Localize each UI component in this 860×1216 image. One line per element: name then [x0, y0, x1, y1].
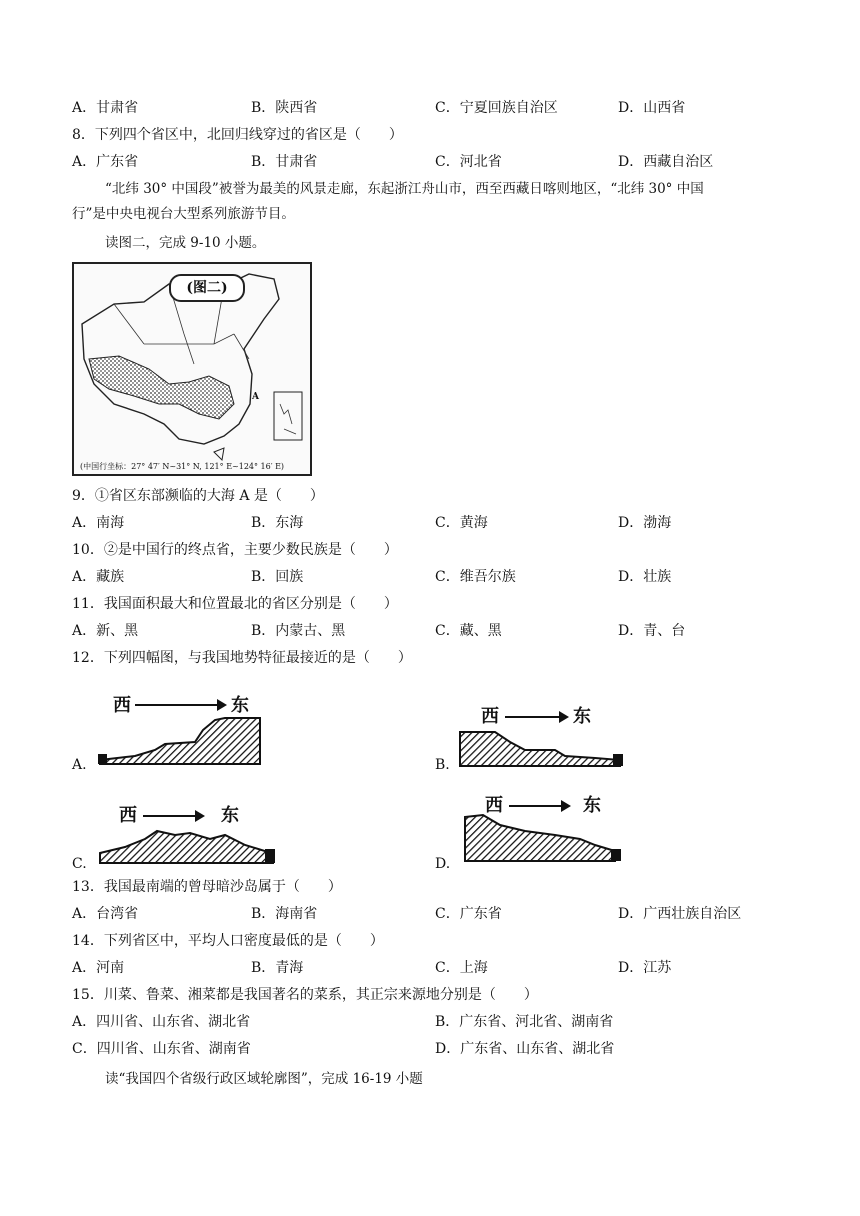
intro-line-1: “北纬 30° 中国段”被誉为最美的风景走廊，东起浙江舟山市，西至西藏日喀则地区，“北纬 30° 中国	[105, 181, 704, 197]
q11-stem: 11．我国面积最大和位置最北的省区分别是（ ）	[72, 596, 398, 612]
profile-a-west: 西	[113, 695, 131, 716]
q11-option-c: C．藏、黑	[435, 623, 502, 639]
map-caption: (中国行坐标：27° 47′ N~31° N, 121° E~124° 16′ E)	[80, 462, 285, 471]
q15-option-d: D．广东省、山东省、湖北省	[435, 1041, 615, 1057]
q7-option-a: A．甘肃省	[72, 100, 139, 116]
q11-option-b: B．内蒙古、黑	[251, 623, 346, 639]
q13-option-c: C．广东省	[435, 906, 502, 922]
profile-c-west: 西	[119, 805, 137, 826]
q7-option-d: D．山西省	[618, 100, 686, 116]
profile-c-east: 东	[221, 805, 239, 826]
q10-option-b: B．回族	[251, 569, 304, 585]
intro-line-3: 读图二，完成 9-10 小题。	[105, 235, 266, 251]
profile-d-east: 东	[583, 795, 601, 816]
q12-option-d-label: D.	[435, 856, 451, 872]
q11-option-a: A．新、黑	[72, 623, 139, 639]
q8-option-d: D．西藏自治区	[618, 154, 714, 170]
q10-option-c: C．维吾尔族	[435, 569, 516, 585]
profile-d	[455, 787, 635, 869]
q8-stem: 8．下列四个省区中，北回归线穿过的省区是（ ）	[72, 127, 403, 143]
q15-stem: 15．川菜、鲁菜、湘菜都是我国著名的菜系，其正宗来源地分别是（ ）	[72, 987, 538, 1003]
q14-option-a: A．河南	[72, 960, 125, 976]
profile-b-east: 东	[573, 706, 591, 727]
profile-b-west: 西	[481, 706, 499, 727]
q10-option-d: D．壮族	[618, 569, 672, 585]
q13-option-d: D．广西壮族自治区	[618, 906, 742, 922]
q7-option-c: C．宁夏回族自治区	[435, 100, 558, 116]
profile-c	[95, 795, 285, 875]
q8-option-a: A．广东省	[72, 154, 139, 170]
section-intro-16-19: 读“我国四个省级行政区域轮廓图”，完成 16-19 小题	[105, 1071, 423, 1087]
profile-a-east: 东	[231, 695, 249, 716]
q9-option-c: C．黄海	[435, 515, 488, 531]
q12-option-c-label: C.	[72, 856, 87, 872]
intro-line-2: 行”是中央电视台大型系列旅游节目。	[72, 206, 295, 222]
q15-option-c: C．四川省、山东省、湖南省	[72, 1041, 251, 1057]
q15-option-a: A．四川省、山东省、湖北省	[72, 1014, 251, 1030]
q14-option-d: D．江苏	[618, 960, 672, 976]
q13-stem: 13．我国最南端的曾母暗沙岛属于（ ）	[72, 879, 342, 895]
q10-stem: 10．②是中国行的终点省，主要少数民族是（ ）	[72, 542, 398, 558]
q11-option-d: D．青、台	[618, 623, 686, 639]
q12-option-a-label: A.	[72, 757, 87, 773]
q7-option-b: B．陕西省	[251, 100, 318, 116]
sea-marker-a: A	[252, 392, 259, 402]
profile-d-west: 西	[485, 795, 503, 816]
q9-option-d: D．渤海	[618, 515, 672, 531]
q9-option-a: A．南海	[72, 515, 125, 531]
q13-option-b: B．海南省	[251, 906, 318, 922]
q9-option-b: B．东海	[251, 515, 304, 531]
q9-stem: 9．①省区东部濒临的大海 A 是（ ）	[72, 488, 324, 504]
q10-option-a: A．藏族	[72, 569, 125, 585]
profile-a	[95, 688, 285, 773]
q8-option-b: B．甘肃省	[251, 154, 318, 170]
q8-option-c: C．河北省	[435, 154, 502, 170]
q15-option-b: B．广东省、河北省、湖南省	[435, 1014, 614, 1030]
profile-b	[455, 692, 635, 772]
q13-option-a: A．台湾省	[72, 906, 139, 922]
china-map-figure	[72, 262, 312, 476]
q12-stem: 12．下列四幅图，与我国地势特征最接近的是（ ）	[72, 650, 412, 666]
q14-option-b: B．青海	[251, 960, 304, 976]
q12-option-b-label: B.	[435, 757, 450, 773]
map-title: (图二)	[169, 274, 245, 302]
q14-stem: 14．下列省区中，平均人口密度最低的是（ ）	[72, 933, 384, 949]
q14-option-c: C．上海	[435, 960, 488, 976]
